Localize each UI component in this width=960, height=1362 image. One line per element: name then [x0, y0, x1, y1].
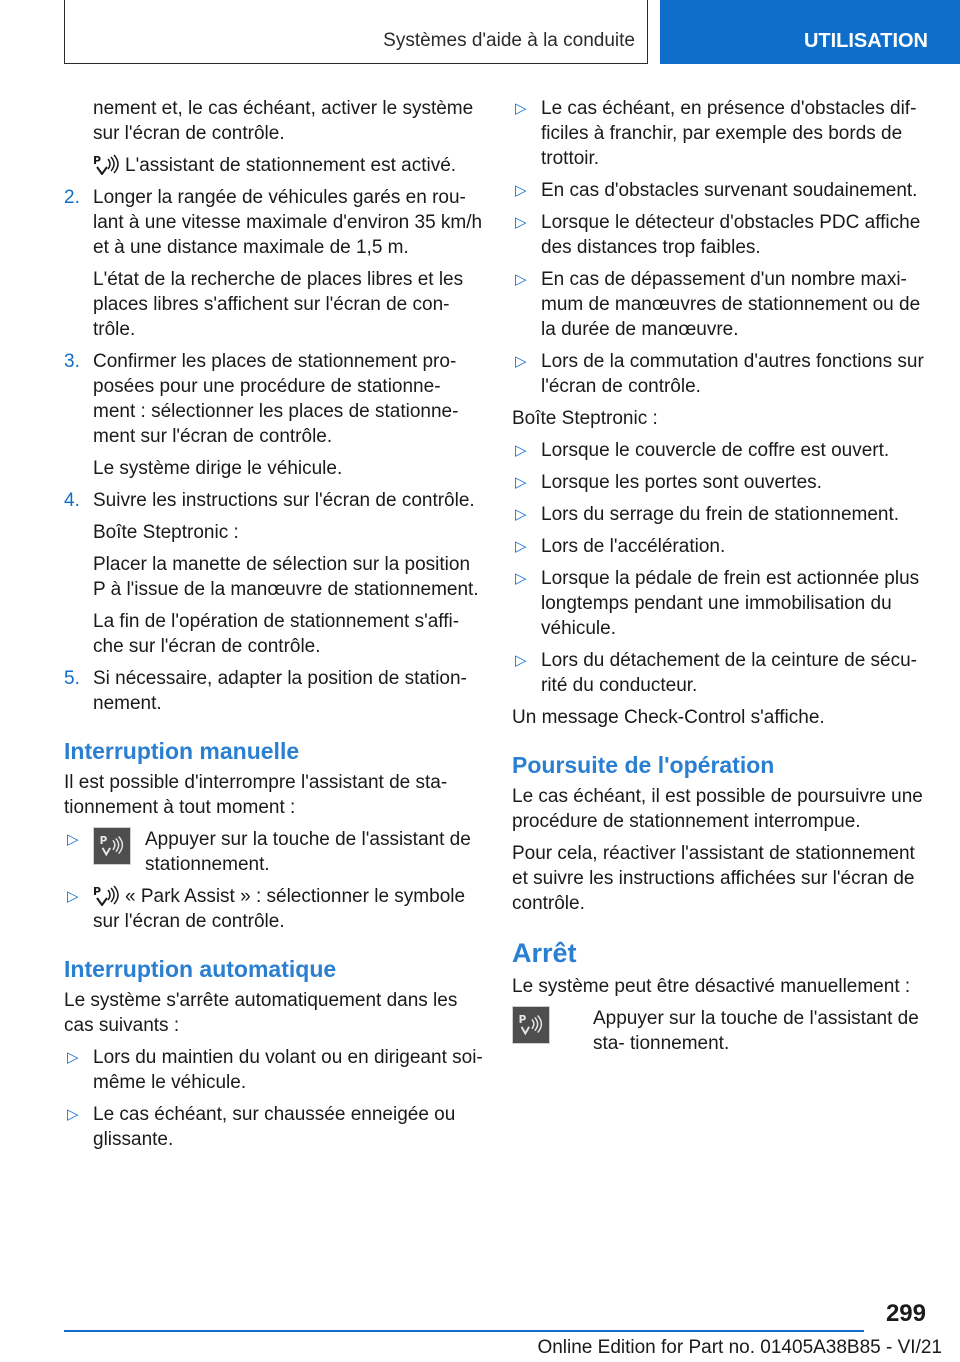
triangle-right-icon: ▷	[67, 1049, 79, 1066]
triangle-right-icon: ▷	[515, 100, 527, 117]
triangle-right-icon: ▷	[515, 506, 527, 523]
list-text: En cas d'obstacles survenant soudainement.	[541, 180, 918, 201]
triangle-right-icon: ▷	[515, 182, 527, 199]
park-assist-button-icon	[93, 827, 131, 865]
list-item	[512, 502, 932, 527]
list-item	[512, 178, 932, 203]
step-text: L'état de la recherche de places libres et les places libres s'affichent sur l'écran de con- trôle.	[93, 269, 464, 340]
step-text: Si nécessaire, adapter la position de station- nement.	[93, 668, 467, 714]
step-text: Longer la rangée de véhicules garés en rou- lant à une vitesse maximale d'environ 35 km/h et à une distance maximale de 1,5 m.	[93, 187, 483, 258]
page-number: 299	[885, 1300, 926, 1327]
svg-text:P: P	[518, 1014, 527, 1027]
step-number: 3.	[64, 351, 80, 372]
list-item	[512, 438, 932, 463]
list-text: Lorsque le couvercle de coffre est ouvert.	[541, 440, 890, 461]
list-text: Lors de l'accélération.	[541, 536, 726, 557]
park-assist-icon	[93, 153, 119, 175]
step-2	[64, 185, 484, 342]
svg-text:P: P	[93, 154, 102, 167]
step-text: Placer la manette de sélection sur la position P à l'issue de la manœuvre de stationnement.	[93, 554, 479, 600]
list-text: Le cas échéant, sur chaussée enneigée ou glissante.	[93, 1104, 456, 1150]
list-item	[512, 267, 932, 342]
page-header	[0, 0, 960, 66]
list-text: « Park Assist » : sélectionner le symbole sur l'écran de contrôle.	[93, 886, 466, 932]
triangle-right-icon: ▷	[515, 442, 527, 459]
triangle-right-icon: ▷	[515, 538, 527, 555]
paragraph: Boîte Steptronic :	[512, 408, 658, 429]
instruction-text: Appuyer sur la touche de l'assistant de sta- tionnement.	[593, 1008, 919, 1054]
step-text: Suivre les instructions sur l'écran de contrôle.	[93, 490, 475, 511]
paragraph: Il est possible d'interrompre l'assistant de sta- tionnement à tout moment :	[64, 772, 448, 818]
result-text: L'assistant de stationnement est activé.	[125, 155, 457, 176]
list-text: En cas de dépassement d'un nombre maxi- mum de manœuvres de stationnement ou de la durée de manœuvre.	[541, 269, 921, 340]
chapter-tab: UTILISATION	[660, 0, 960, 64]
footer-divider	[64, 1330, 864, 1332]
paragraph: Pour cela, réactiver l'assistant de stationnement et suivre les instructions affichées sur l'écran de contrôle.	[512, 843, 915, 914]
list-text: Lorsque la pédale de frein est actionnée plus longtemps pendant une immobilisation du véhicule.	[541, 568, 920, 639]
step-text: Le système dirige le véhicule.	[93, 458, 343, 479]
list-item	[512, 470, 932, 495]
list-item	[64, 884, 484, 934]
paragraph: Un message Check-Control s'affiche.	[512, 707, 825, 728]
triangle-right-icon: ▷	[67, 831, 79, 848]
list-item	[64, 1102, 484, 1152]
list-text: Lors du serrage du frein de stationnement.	[541, 504, 900, 525]
step-3	[64, 349, 484, 481]
list-item	[64, 1045, 484, 1095]
svg-text:P: P	[99, 835, 108, 848]
step-result	[64, 153, 484, 178]
step-text: Boîte Steptronic :	[93, 522, 239, 543]
svg-text:P: P	[93, 885, 102, 898]
step-4	[64, 488, 484, 659]
list-item	[64, 827, 484, 877]
heading-stop: Arrêt	[512, 938, 577, 968]
triangle-right-icon: ▷	[515, 652, 527, 669]
list-text: Lorsque le détecteur d'obstacles PDC affiche des distances trop faibles.	[541, 212, 921, 258]
triangle-right-icon: ▷	[67, 1106, 79, 1123]
list-text: Lors de la commutation d'autres fonctions sur l'écran de contrôle.	[541, 351, 924, 397]
list-item	[512, 210, 932, 260]
heading-automatic-interruption: Interruption automatique	[64, 956, 337, 982]
list-item	[512, 566, 932, 641]
triangle-right-icon: ▷	[515, 214, 527, 231]
list-text: Lorsque les portes sont ouvertes.	[541, 472, 822, 493]
park-assist-button-icon	[512, 1006, 550, 1044]
step-continuation: nement et, le cas échéant, activer le système sur l'écran de contrôle.	[93, 98, 474, 144]
heading-manual-interruption: Interruption manuelle	[64, 738, 300, 764]
triangle-right-icon: ▷	[67, 888, 79, 905]
step-5	[64, 666, 484, 716]
step-text: La fin de l'opération de stationnement s'affi- che sur l'écran de contrôle.	[93, 611, 460, 657]
edition-info: Online Edition for Part no. 01405A38B85 - VI/21	[537, 1337, 942, 1358]
list-text: Le cas échéant, en présence d'obstacles dif- ficiles à franchir, par exemple des bords de trottoir.	[541, 98, 917, 169]
step-number: 2.	[64, 187, 80, 208]
triangle-right-icon: ▷	[515, 353, 527, 370]
step-number: 4.	[64, 490, 80, 511]
right-column	[512, 96, 932, 1063]
left-column	[64, 96, 484, 1159]
list-text: Lors du détachement de la ceinture de sécu- rité du conducteur.	[541, 650, 918, 696]
triangle-right-icon: ▷	[515, 271, 527, 288]
list-item	[512, 648, 932, 698]
paragraph: Le système peut être désactivé manuellement :	[512, 976, 911, 997]
triangle-right-icon: ▷	[515, 570, 527, 587]
list-item	[512, 349, 932, 399]
list-text: Appuyer sur la touche de l'assistant de stationnement.	[145, 829, 471, 875]
step-text: Confirmer les places de stationnement pro- posées pour une procédure de stationne- ment : sélectionner les places de stationne- ment sur l'écran de contrôle.	[93, 351, 459, 447]
list-text: Lors du maintien du volant ou en dirigeant soi-même le véhicule.	[93, 1047, 483, 1093]
list-item	[512, 96, 932, 171]
paragraph: Le cas échéant, il est possible de poursuivre une procédure de stationnement interrompue.	[512, 786, 923, 832]
list-item	[512, 534, 932, 559]
paragraph: Le système s'arrête automatiquement dans les cas suivants :	[64, 990, 458, 1036]
triangle-right-icon: ▷	[515, 474, 527, 491]
section-title: Systèmes d'aide à la conduite	[64, 0, 648, 64]
button-instruction	[512, 1006, 932, 1056]
heading-resume: Poursuite de l'opération	[512, 752, 775, 778]
step-number: 5.	[64, 668, 80, 689]
park-assist-icon	[93, 884, 119, 906]
